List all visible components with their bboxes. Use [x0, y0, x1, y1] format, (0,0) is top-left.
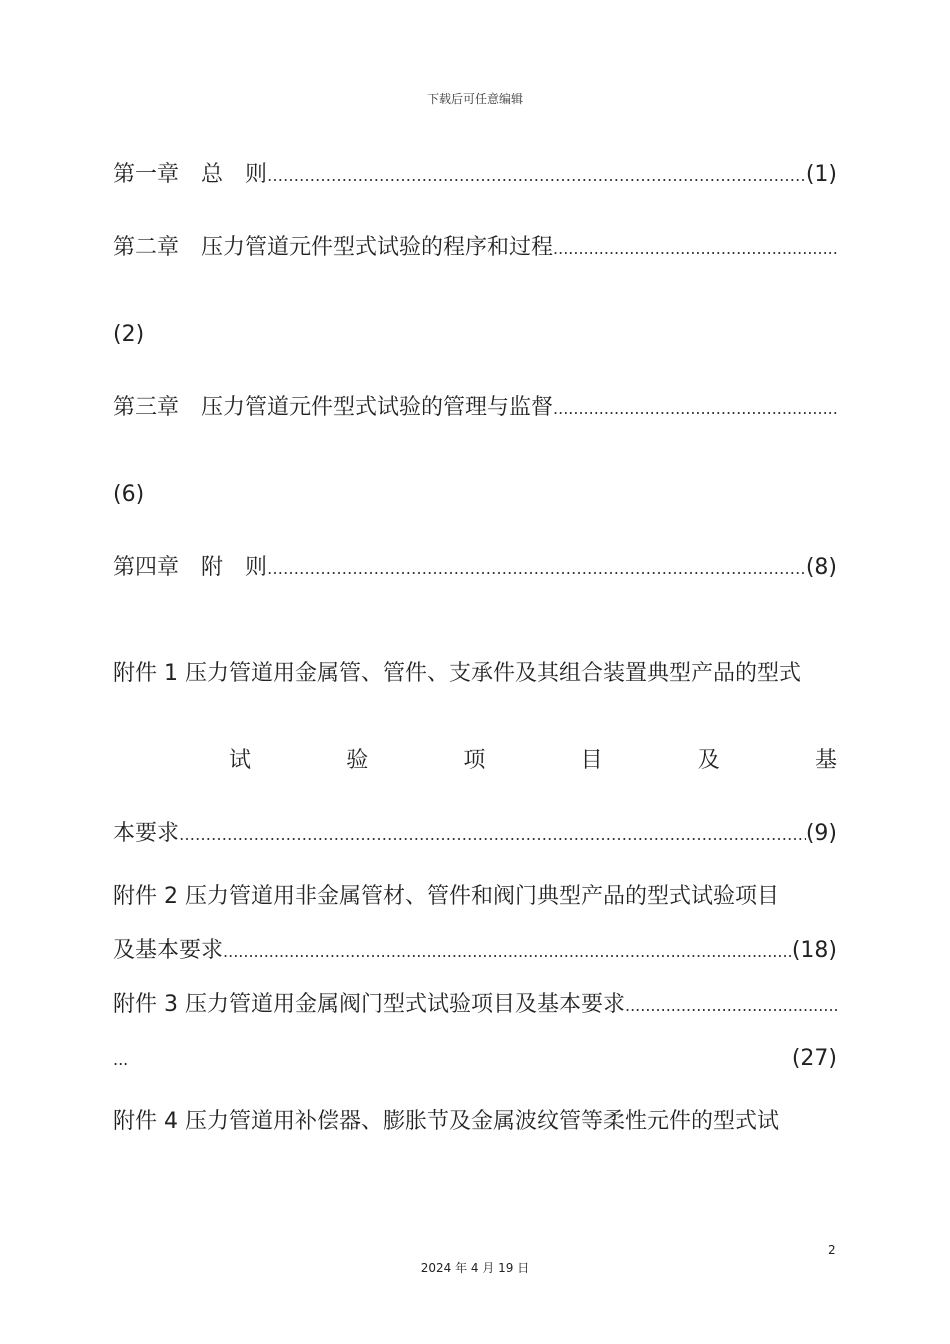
toc-page: (27) [791, 1046, 837, 1071]
toc-entry-a3-line2[interactable] [113, 1044, 837, 1075]
spread-char: 目 [580, 748, 603, 773]
toc-entry-ch4[interactable] [113, 553, 837, 584]
page-number: 2 [828, 1243, 836, 1257]
toc-title: 第一章 总 则 [113, 162, 268, 187]
spread-char: 及 [697, 748, 720, 773]
toc-title: 及基本要求 [113, 938, 224, 963]
spread-char: 基 [814, 748, 837, 773]
toc-page: (9) [805, 821, 837, 846]
toc-entry-a1-line3[interactable] [113, 819, 837, 850]
toc-leader-cont: ... [113, 1050, 129, 1069]
toc-entry-a2-line2[interactable] [113, 936, 837, 967]
toc-leader [625, 991, 837, 1021]
toc-page: (2) [113, 322, 145, 347]
toc-leader [179, 820, 806, 850]
toc-entry-ch3[interactable] [113, 393, 837, 424]
toc-title: 第二章 压力管道元件型式试验的程序和过程 [113, 235, 554, 260]
toc-title: 第三章 压力管道元件型式试验的管理与监督 [113, 395, 554, 420]
toc-leader [553, 234, 837, 264]
toc-entry-a1-line1[interactable]: 附件 1 压力管道用金属管、管件、支承件及其组合装置典型产品的型式 [113, 661, 801, 686]
toc-entry-ch1[interactable] [113, 160, 837, 191]
toc-page: (8) [805, 555, 837, 580]
toc-entry-a2-line1[interactable]: 附件 2 压力管道用非金属管材、管件和阀门典型产品的型式试验项目 [113, 884, 779, 909]
toc-leader [267, 161, 806, 191]
toc-entry-a3-line1[interactable] [113, 990, 837, 1021]
toc-page: (18) [791, 938, 837, 963]
toc-leader [553, 394, 837, 424]
toc-entry-ch2[interactable] [113, 233, 837, 264]
toc-title: 本要求 [113, 821, 180, 846]
spread-char: 验 [346, 748, 369, 773]
toc-entry-a4-line1[interactable]: 附件 4 压力管道用补偿器、膨胀节及金属波纹管等柔性元件的型式试 [113, 1109, 779, 1134]
page-header: 下载后可任意编辑 [426, 92, 523, 106]
toc-entry-a1-spread [113, 746, 837, 776]
spread-char: 试 [229, 748, 252, 773]
spread-char: 项 [463, 748, 486, 773]
toc-title: 附件 3 压力管道用金属阀门型式试验项目及基本要求 [113, 992, 625, 1017]
toc-page: (6) [113, 482, 145, 507]
footer-date: 2024 年 4 月 19 日 [420, 1261, 530, 1275]
toc-page: (1) [805, 162, 837, 187]
toc-leader [267, 554, 806, 584]
toc-leader [223, 937, 792, 967]
toc-title: 第四章 附 则 [113, 555, 268, 580]
